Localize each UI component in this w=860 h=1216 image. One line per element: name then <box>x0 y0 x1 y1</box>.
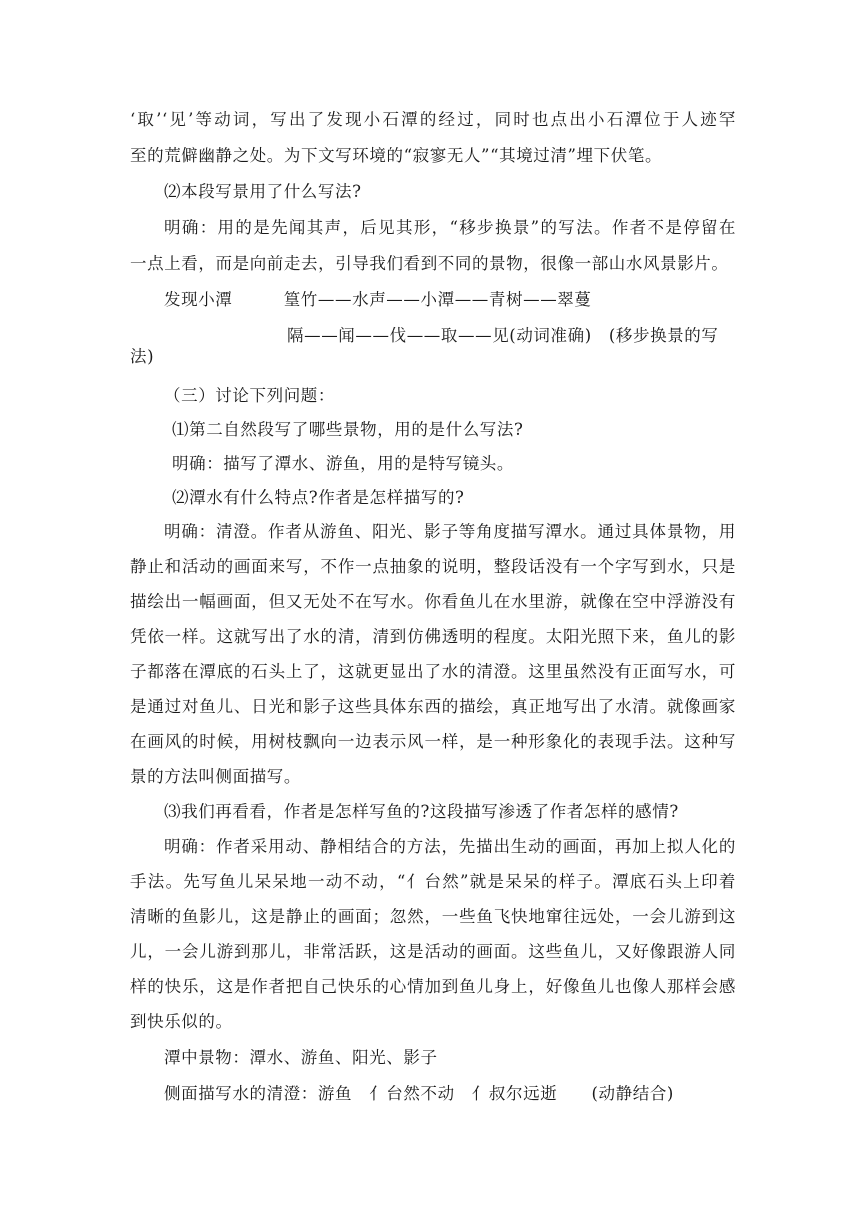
question-line: ⑵本段写景用了什么写法? <box>164 182 362 201</box>
text-line: 儿，一会儿游到那儿，非常活跃，这是活动的画面。这些鱼儿，又好像跟游人同 <box>130 942 736 961</box>
answer-line: 明确：描写了潭水、游鱼，用的是特写镜头。 <box>172 454 514 473</box>
summary-line: 法) <box>130 347 155 366</box>
question-line: ⑵潭水有什么特点?作者是怎样描写的? <box>172 488 465 507</box>
summary-line: 侧面描写水的清澄：游鱼 亻台然不动 亻叔尔远逝 (动静结合) <box>164 1084 674 1103</box>
text-line: 是通过对鱼儿、日光和影子这些具体东西的描绘，真正地写出了水清。就像画家 <box>130 697 736 716</box>
summary-line: 发现小潭 篁竹——水声——小潭——青树——翠蔓 <box>164 290 592 309</box>
question-line: ⑶我们再看看，作者是怎样写鱼的?这段描写渗透了作者怎样的感情? <box>164 802 679 821</box>
summary-line: 隔——闻——伐——取——见(动词准确) (移步换景的写 <box>287 326 719 345</box>
text-line: 到快乐似的。 <box>130 1012 233 1031</box>
text-line: 凭依一样。这就写出了水的清，清到仿佛透明的程度。太阳光照下来，鱼儿的影 <box>130 627 736 646</box>
answer-line: 明确：清澄。作者从游鱼、阳光、影子等角度描写潭水。通过具体景物，用 <box>164 522 736 541</box>
text-line: 景的方法叫侧面描写。 <box>130 767 301 786</box>
answer-line: 明确：作者采用动、静相结合的方法，先描出生动的画面，再加上拟人化的 <box>164 837 736 856</box>
text-line: ‘取’‘见’等动词，写出了发现小石潭的经过，同时也点出小石潭位于人迹罕 <box>130 110 736 129</box>
text-line: 至的荒僻幽静之处。为下文写环境的“寂寥无人”“其境过清”埋下伏笔。 <box>130 146 663 165</box>
text-line: 一点上看，而是向前走去，引导我们看到不同的景物，很像一部山水风景影片。 <box>130 254 729 273</box>
text-line: 在画风的时候，用树枝飘向一边表示风一样，是一种形象化的表现手法。这种写 <box>130 732 736 751</box>
text-line: 样的快乐，这是作者把自己快乐的心情加到鱼儿身上，好像鱼儿也像人那样会感 <box>130 977 736 996</box>
text-line: 静止和活动的画面来写，不作一点抽象的说明，整段话没有一个字写到水，只是 <box>130 557 736 576</box>
question-line: ⑴第二自然段写了哪些景物，用的是什么写法? <box>172 420 524 439</box>
answer-line: 明确：用的是先闻其声，后见其形，“移步换景”的写法。作者不是停留在 <box>164 218 736 237</box>
text-line: 描绘出一幅画面，但又无处不在写水。你看鱼儿在水里游，就像在空中浮游没有 <box>130 592 736 611</box>
text-line: 清晰的鱼影儿，这是静止的画面；忽然，一些鱼飞快地窜往远处，一会儿游到这 <box>130 907 736 926</box>
summary-line: 潭中景物：潭水、游鱼、阳光、影子 <box>164 1048 438 1067</box>
text-line: 子都落在潭底的石头上了，这就更显出了水的清澄。这里虽然没有正面写水，可 <box>130 662 736 681</box>
text-line: 手法。先写鱼儿呆呆地一动不动，“亻台然”就是呆呆的样子。潭底石头上印着 <box>130 872 736 891</box>
section-heading: （三）讨论下列问题： <box>164 386 335 405</box>
